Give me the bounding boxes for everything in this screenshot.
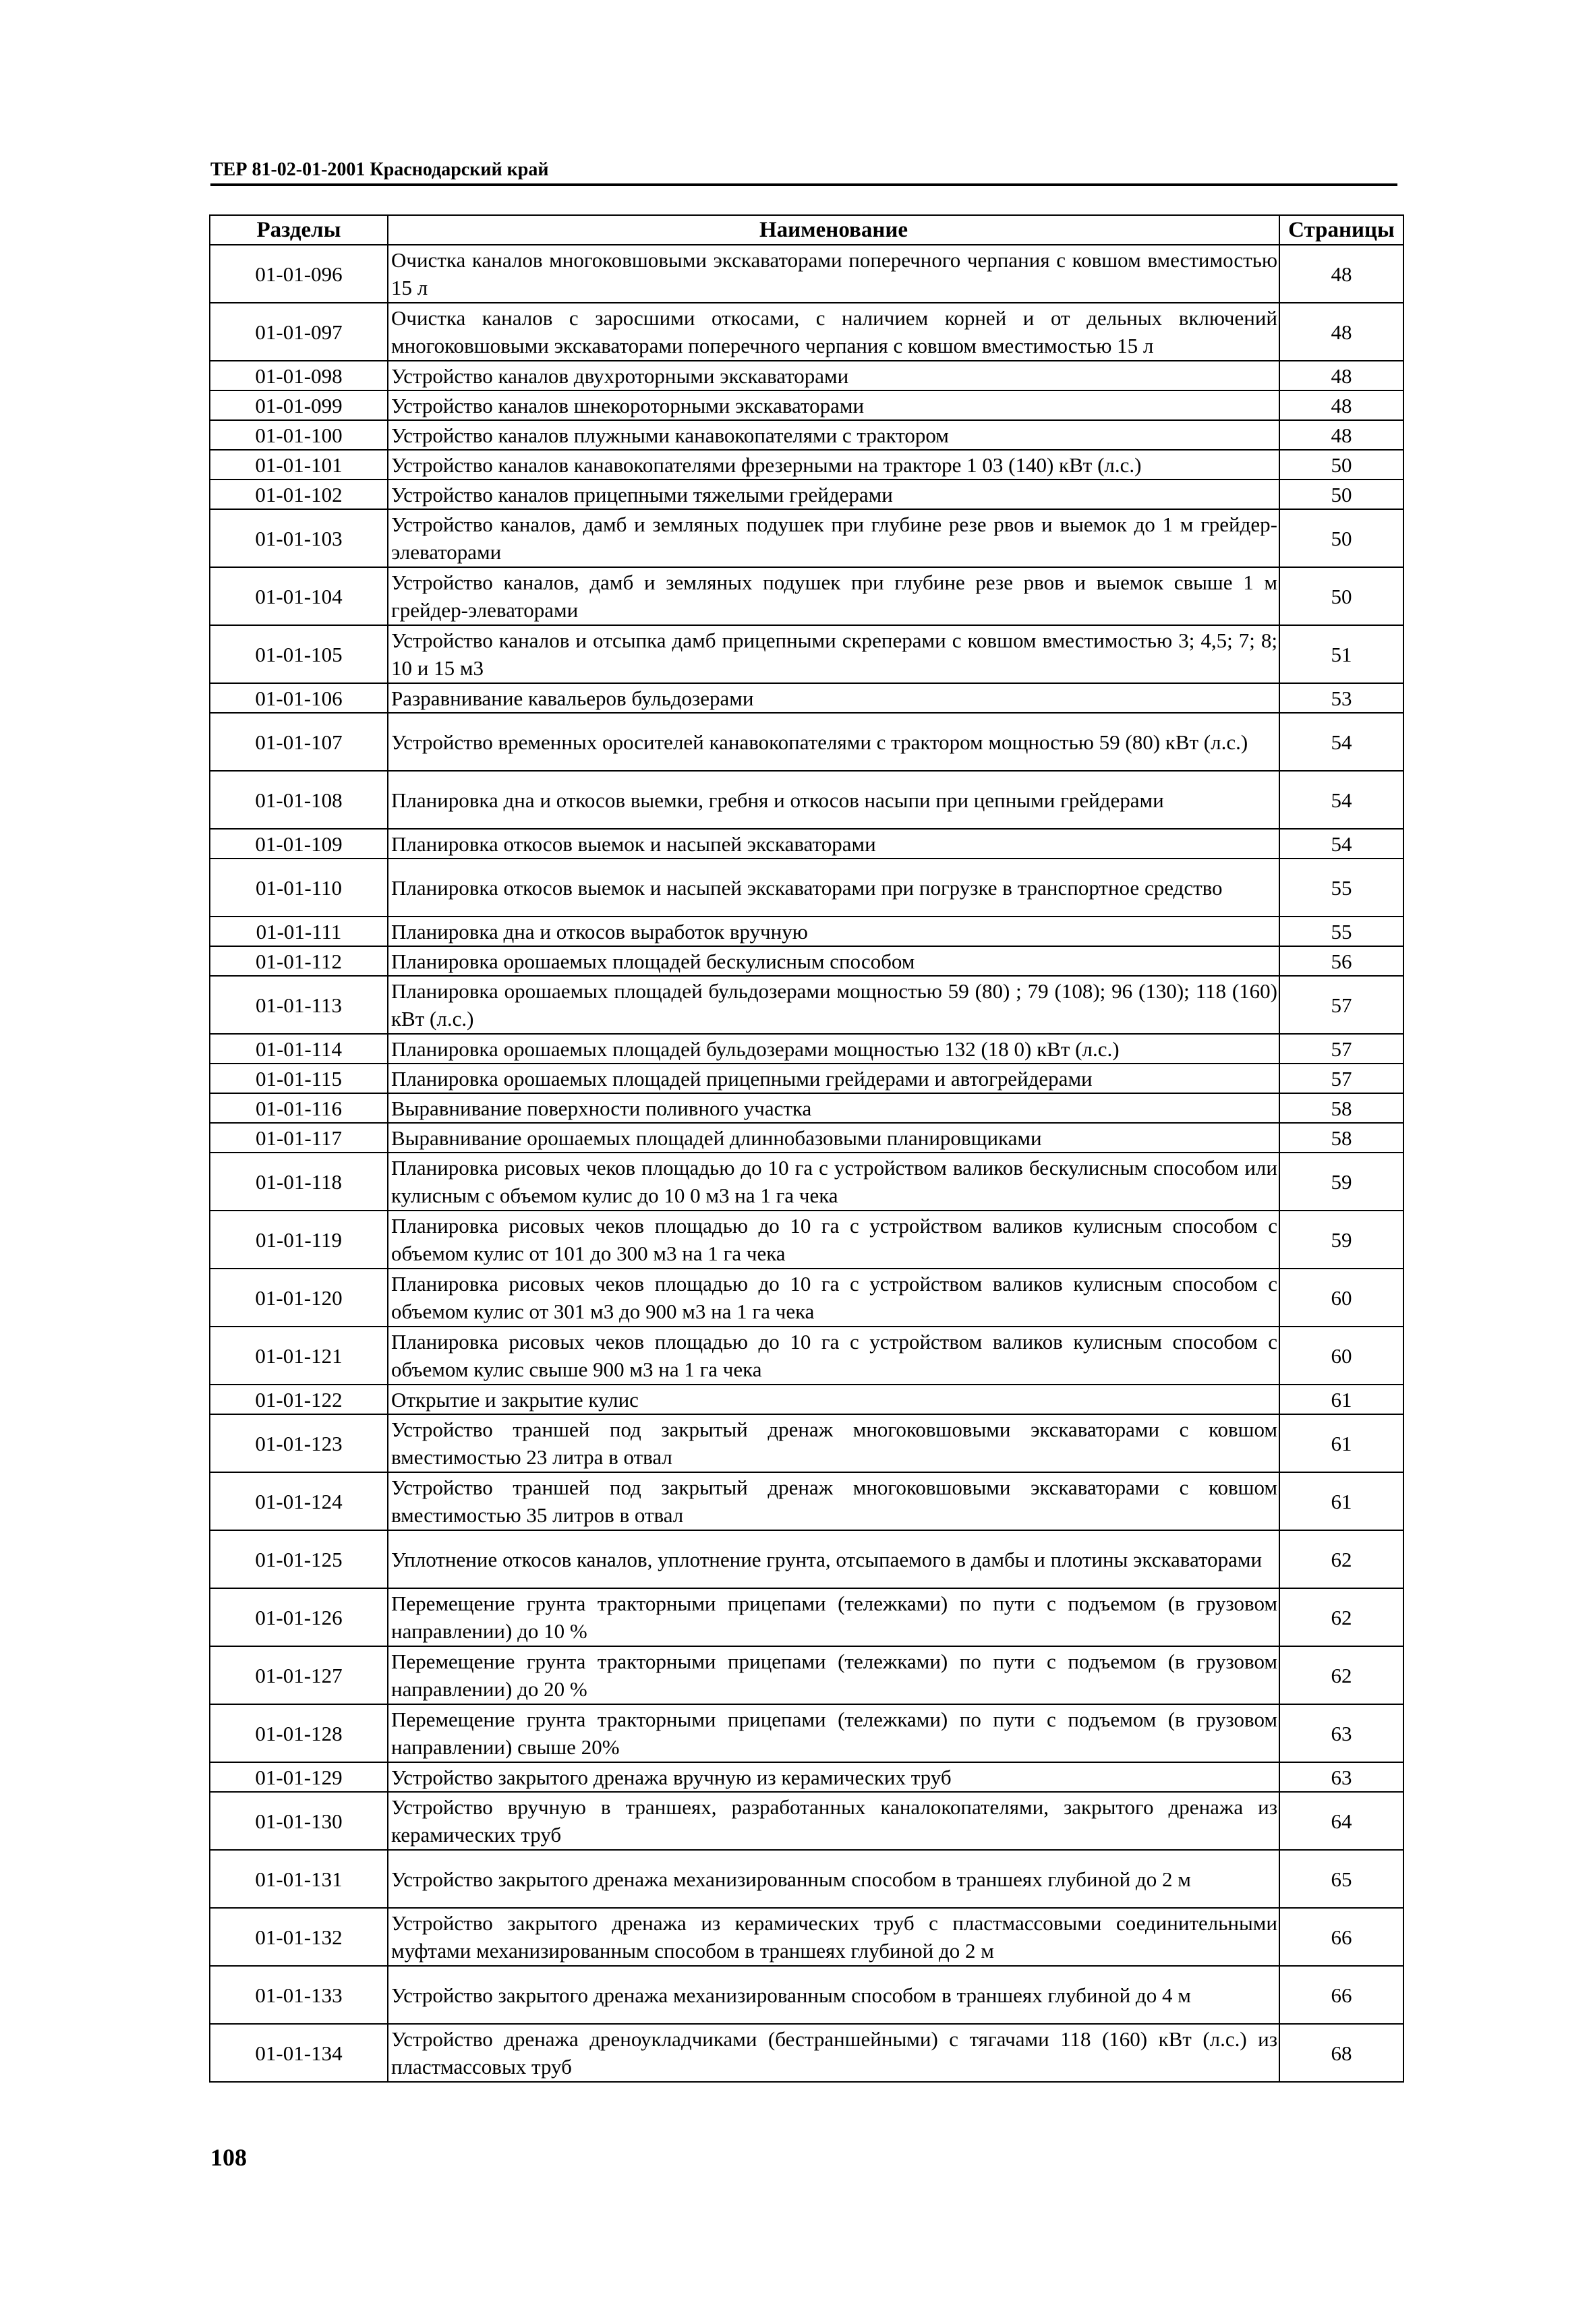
table-row <box>210 1850 1403 1908</box>
page-ref: 48 <box>1279 420 1403 450</box>
page-ref: 63 <box>1279 1704 1403 1762</box>
page-ref: 61 <box>1279 1385 1403 1414</box>
table-row <box>210 713 1403 771</box>
section-name: Устройство закрытого дренажа из керамических труб с пластмассовыми соединительными муфтами механизированным способом в траншеях глубиной до 2 м <box>388 1908 1279 1966</box>
section-code: 01-01-125 <box>210 1530 388 1588</box>
page-ref: 58 <box>1279 1123 1403 1153</box>
page-ref: 66 <box>1279 1966 1403 2024</box>
page-ref: 56 <box>1279 946 1403 976</box>
table-row <box>210 1530 1403 1588</box>
section-code: 01-01-109 <box>210 829 388 859</box>
page-ref: 50 <box>1279 450 1403 480</box>
section-name: Очистка каналов с заросшими откосами, с наличием корней и от дельных включений многоковшовыми экскаваторами поперечного черпания с ковшом вместимостью 15 л <box>388 303 1279 361</box>
section-name: Перемещение грунта тракторными прицепами (тележками) по пути с подъемом (в грузовом направлении) свыше 20% <box>388 1704 1279 1762</box>
table-row <box>210 829 1403 859</box>
section-name: Планировка орошаемых площадей прицепными грейдерами и автогрейдерами <box>388 1064 1279 1093</box>
section-code: 01-01-096 <box>210 245 388 303</box>
page-ref: 59 <box>1279 1153 1403 1211</box>
section-code: 01-01-102 <box>210 480 388 509</box>
section-name: Устройство каналов плужными канавокопателями с трактором <box>388 420 1279 450</box>
section-code: 01-01-115 <box>210 1064 388 1093</box>
page-ref: 65 <box>1279 1850 1403 1908</box>
page-ref: 54 <box>1279 713 1403 771</box>
section-code: 01-01-116 <box>210 1093 388 1123</box>
section-code: 01-01-103 <box>210 509 388 567</box>
table-row <box>210 1414 1403 1472</box>
section-code: 01-01-106 <box>210 683 388 713</box>
table-row <box>210 1034 1403 1064</box>
section-code: 01-01-129 <box>210 1762 388 1792</box>
page-ref: 50 <box>1279 567 1403 625</box>
table-row <box>210 946 1403 976</box>
page-ref: 61 <box>1279 1472 1403 1530</box>
page-ref: 64 <box>1279 1792 1403 1850</box>
table-row <box>210 2024 1403 2082</box>
section-name: Планировка орошаемых площадей бескулисным способом <box>388 946 1279 976</box>
section-code: 01-01-114 <box>210 1034 388 1064</box>
table-header-row <box>210 215 1403 245</box>
table-row <box>210 1123 1403 1153</box>
page-ref: 57 <box>1279 1034 1403 1064</box>
table-row <box>210 1472 1403 1530</box>
section-code: 01-01-132 <box>210 1908 388 1966</box>
section-name: Устройство временных оросителей канавокопателями с трактором мощностью 59 (80) кВт (л.с.) <box>388 713 1279 771</box>
section-code: 01-01-130 <box>210 1792 388 1850</box>
table-row <box>210 1385 1403 1414</box>
page-ref: 48 <box>1279 245 1403 303</box>
section-name: Планировка рисовых чеков площадью до 10 га с устройством валиков бескулисным способом или кулисным с объемом кулис до 10 0 м3 на 1 га чека <box>388 1153 1279 1211</box>
section-name: Устройство каналов двухроторными экскаваторами <box>388 361 1279 390</box>
section-name: Устройство каналов канавокопателями фрезерными на тракторе 1 03 (140) кВт (л.с.) <box>388 450 1279 480</box>
section-name: Уплотнение откосов каналов, уплотнение грунта, отсыпаемого в дамбы и плотины экскаваторами <box>388 1530 1279 1588</box>
page-ref: 54 <box>1279 771 1403 829</box>
table-row <box>210 1064 1403 1093</box>
page-ref: 62 <box>1279 1588 1403 1646</box>
table-row <box>210 1093 1403 1123</box>
page-ref: 54 <box>1279 829 1403 859</box>
section-name: Разравнивание кавальеров бульдозерами <box>388 683 1279 713</box>
page-ref: 59 <box>1279 1211 1403 1269</box>
section-name: Устройство закрытого дренажа механизированным способом в траншеях глубиной до 4 м <box>388 1966 1279 2024</box>
section-name: Очистка каналов многоковшовыми экскаваторами поперечного черпания с ковшом вместимостью 15 л <box>388 245 1279 303</box>
column-header-name: Наименование <box>388 215 1279 245</box>
table-row <box>210 1966 1403 2024</box>
section-code: 01-01-126 <box>210 1588 388 1646</box>
header-rule <box>210 183 1397 186</box>
table-row <box>210 1908 1403 1966</box>
section-name: Выравнивание орошаемых площадей длиннобазовыми планировщиками <box>388 1123 1279 1153</box>
section-code: 01-01-133 <box>210 1966 388 2024</box>
page-ref: 66 <box>1279 1908 1403 1966</box>
section-name: Устройство каналов шнекороторными экскаваторами <box>388 390 1279 420</box>
section-code: 01-01-123 <box>210 1414 388 1472</box>
section-code: 01-01-124 <box>210 1472 388 1530</box>
table-row <box>210 450 1403 480</box>
table-row <box>210 1762 1403 1792</box>
section-name: Устройство закрытого дренажа вручную из керамических труб <box>388 1762 1279 1792</box>
section-code: 01-01-104 <box>210 567 388 625</box>
section-name: Перемещение грунта тракторными прицепами (тележками) по пути с подъемом (в грузовом направлении) до 10 % <box>388 1588 1279 1646</box>
section-code: 01-01-131 <box>210 1850 388 1908</box>
table-row <box>210 1153 1403 1211</box>
section-code: 01-01-101 <box>210 450 388 480</box>
section-name: Планировка откосов выемок и насыпей экскаваторами при погрузке в транспортное средство <box>388 859 1279 917</box>
document-title: ТЕР 81-02-01-2001 Краснодарский край <box>210 159 549 180</box>
section-code: 01-01-117 <box>210 1123 388 1153</box>
section-code: 01-01-127 <box>210 1646 388 1704</box>
table-row <box>210 771 1403 829</box>
section-code: 01-01-128 <box>210 1704 388 1762</box>
section-name: Открытие и закрытие кулис <box>388 1385 1279 1414</box>
table-row <box>210 245 1403 303</box>
section-name: Устройство закрытого дренажа механизированным способом в траншеях глубиной до 2 м <box>388 1850 1279 1908</box>
page-ref: 58 <box>1279 1093 1403 1123</box>
page-ref: 57 <box>1279 976 1403 1034</box>
section-code: 01-01-134 <box>210 2024 388 2082</box>
table-row <box>210 420 1403 450</box>
section-code: 01-01-100 <box>210 420 388 450</box>
section-name: Устройство каналов, дамб и земляных подушек при глубине резе рвов и выемок до 1 м грейдер-элеваторами <box>388 509 1279 567</box>
table-row <box>210 1704 1403 1762</box>
section-name: Устройство каналов прицепными тяжелыми грейдерами <box>388 480 1279 509</box>
section-code: 01-01-108 <box>210 771 388 829</box>
section-code: 01-01-097 <box>210 303 388 361</box>
page-ref: 55 <box>1279 859 1403 917</box>
page-ref: 61 <box>1279 1414 1403 1472</box>
section-code: 01-01-122 <box>210 1385 388 1414</box>
table-row <box>210 976 1403 1034</box>
section-code: 01-01-111 <box>210 917 388 946</box>
page-ref: 62 <box>1279 1646 1403 1704</box>
section-name: Планировка рисовых чеков площадью до 10 га с устройством валиков кулисным способом с объемом кулис от 301 м3 до 900 м3 на 1 га чека <box>388 1269 1279 1327</box>
table-row <box>210 683 1403 713</box>
table-row <box>210 859 1403 917</box>
section-code: 01-01-119 <box>210 1211 388 1269</box>
page-ref: 50 <box>1279 509 1403 567</box>
page-ref: 53 <box>1279 683 1403 713</box>
column-header-pages: Страницы <box>1279 215 1403 245</box>
table-row <box>210 1211 1403 1269</box>
section-name: Планировка дна и откосов выработок вручную <box>388 917 1279 946</box>
section-code: 01-01-105 <box>210 625 388 683</box>
page-number: 108 <box>210 2144 247 2171</box>
page-ref: 68 <box>1279 2024 1403 2082</box>
section-name: Планировка рисовых чеков площадью до 10 га с устройством валиков кулисным способом с объемом кулис от 101 до 300 м3 на 1 га чека <box>388 1211 1279 1269</box>
section-name: Устройство каналов, дамб и земляных подушек при глубине резе рвов и выемок свыше 1 м грейдер-элеваторами <box>388 567 1279 625</box>
section-name: Перемещение грунта тракторными прицепами (тележками) по пути с подъемом (в грузовом направлении) до 20 % <box>388 1646 1279 1704</box>
page-ref: 51 <box>1279 625 1403 683</box>
page-ref: 62 <box>1279 1530 1403 1588</box>
page-ref: 63 <box>1279 1762 1403 1792</box>
section-name: Планировка откосов выемок и насыпей экскаваторами <box>388 829 1279 859</box>
table-row <box>210 917 1403 946</box>
section-code: 01-01-112 <box>210 946 388 976</box>
section-name: Устройство траншей под закрытый дренаж многоковшовыми экскаваторами с ковшом вместимостью 35 литров в отвал <box>388 1472 1279 1530</box>
table-row <box>210 1588 1403 1646</box>
table-row <box>210 1327 1403 1385</box>
page-ref: 50 <box>1279 480 1403 509</box>
page-ref: 60 <box>1279 1269 1403 1327</box>
table-row <box>210 361 1403 390</box>
table-row <box>210 1792 1403 1850</box>
page-ref: 57 <box>1279 1064 1403 1093</box>
page-ref: 48 <box>1279 390 1403 420</box>
page-header <box>210 154 1397 186</box>
page-ref: 48 <box>1279 303 1403 361</box>
section-name: Устройство траншей под закрытый дренаж многоковшовыми экскаваторами с ковшом вместимостью 23 литра в отвал <box>388 1414 1279 1472</box>
table-row <box>210 303 1403 361</box>
table-row <box>210 625 1403 683</box>
section-name: Устройство вручную в траншеях, разработанных каналокопателями, закрытого дренажа из керамических труб <box>388 1792 1279 1850</box>
section-code: 01-01-121 <box>210 1327 388 1385</box>
section-code: 01-01-099 <box>210 390 388 420</box>
table-row <box>210 567 1403 625</box>
section-code: 01-01-113 <box>210 976 388 1034</box>
section-name: Планировка орошаемых площадей бульдозерами мощностью 59 (80) ; 79 (108); 96 (130); 118 (160) кВт (л.с.) <box>388 976 1279 1034</box>
section-code: 01-01-120 <box>210 1269 388 1327</box>
page-ref: 55 <box>1279 917 1403 946</box>
section-name: Планировка дна и откосов выемки, гребня и откосов насыпи при цепными грейдерами <box>388 771 1279 829</box>
section-code: 01-01-107 <box>210 713 388 771</box>
section-name: Планировка рисовых чеков площадью до 10 га с устройством валиков кулисным способом с объемом кулис свыше 900 м3 на 1 га чека <box>388 1327 1279 1385</box>
table-row <box>210 1269 1403 1327</box>
column-header-sections: Разделы <box>210 215 388 245</box>
section-name: Устройство дренажа дреноукладчиками (бестраншейными) с тягачами 118 (160) кВт (л.с.) из пластмассовых труб <box>388 2024 1279 2082</box>
page-ref: 48 <box>1279 361 1403 390</box>
section-name: Выравнивание поверхности поливного участка <box>388 1093 1279 1123</box>
section-name: Планировка орошаемых площадей бульдозерами мощностью 132 (18 0) кВт (л.с.) <box>388 1034 1279 1064</box>
section-code: 01-01-118 <box>210 1153 388 1211</box>
page-ref: 60 <box>1279 1327 1403 1385</box>
contents-table <box>209 214 1404 2083</box>
table-row <box>210 390 1403 420</box>
table-row <box>210 1646 1403 1704</box>
section-name: Устройство каналов и отсыпка дамб прицепными скреперами с ковшом вместимостью 3; 4,5; 7; 8; 10 и 15 м3 <box>388 625 1279 683</box>
section-code: 01-01-098 <box>210 361 388 390</box>
section-code: 01-01-110 <box>210 859 388 917</box>
table-row <box>210 509 1403 567</box>
table-row <box>210 480 1403 509</box>
